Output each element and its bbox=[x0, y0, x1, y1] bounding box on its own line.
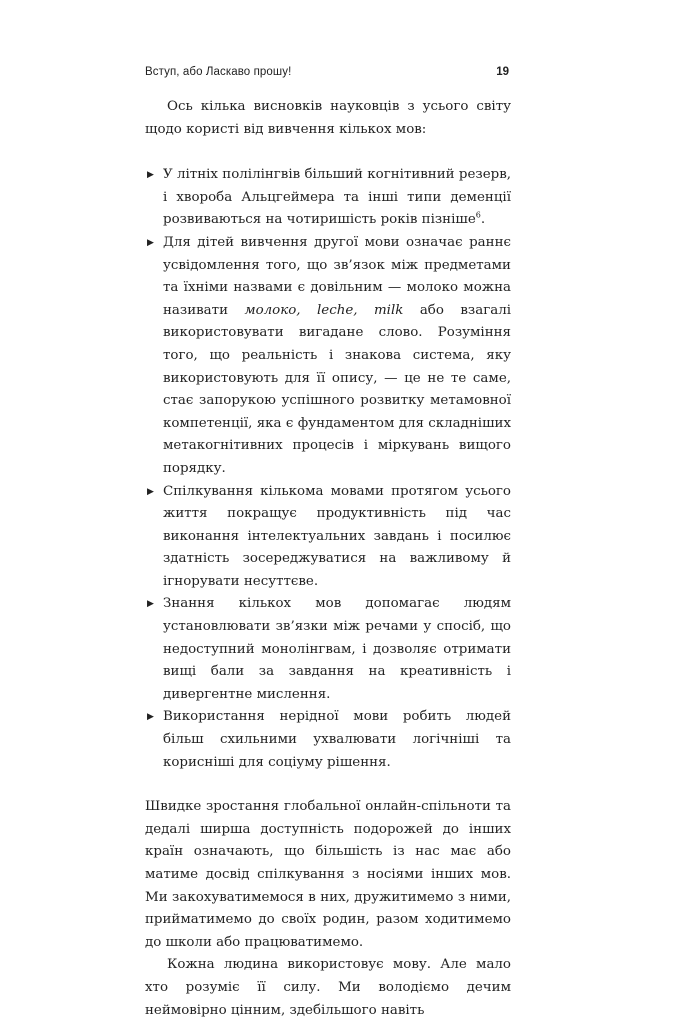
list-item bbox=[145, 593, 511, 706]
triangle-bullet-icon: ▶ bbox=[147, 599, 154, 610]
findings-list bbox=[145, 164, 511, 774]
page-number: 19 bbox=[496, 66, 509, 78]
triangle-bullet-icon: ▶ bbox=[147, 486, 154, 497]
triangle-bullet-icon: ▶ bbox=[147, 170, 154, 181]
closing-text bbox=[145, 796, 511, 1022]
list-item bbox=[145, 164, 511, 232]
chapter-title: Вступ, або Ласкаво прошу! bbox=[145, 66, 292, 78]
list-item bbox=[145, 706, 511, 774]
italic-examples: молоко, leche, milk bbox=[244, 302, 404, 318]
triangle-bullet-icon: ▶ bbox=[147, 237, 154, 248]
page-body bbox=[145, 96, 511, 1022]
list-item bbox=[145, 481, 511, 594]
paragraph: Швидке зростання глобальної онлайн-спільноти та дедалі ширша доступність подорожей до інших країн означають, що більшість із нас має або матиме досвід спілкування з носіями інших мов. Ми закохуватимемося в них, дружитимемо з ними, прийматимемо до своїх родин, разом ходитимемо до школи або працюватимемо. bbox=[145, 799, 511, 950]
running-header bbox=[145, 66, 509, 82]
list-item-text: Використання нерідної мови робить людей більш схильними ухвалювати логічніші та корисніші для соціуму рішення. bbox=[163, 709, 511, 770]
list-item-text: У літніх полілінгвів більший когнітивний резерв, і хвороба Альцгеймера та інші типи деменції розвиваються на чотиришість років пізніше$^6$. bbox=[163, 167, 511, 228]
paragraph: Кожна людина використовує мову. Але мало хто розуміє її силу. Ми володіємо дечим неймовірно цінним, здебільшого навіть bbox=[145, 957, 511, 1018]
list-item-text: Спілкування кількома мовами протягом усього життя покращує продуктивність під час виконання інтелектуальних завдань і посилює здатність зосереджуватися на важливому й ігнорувати несуттєве. bbox=[163, 483, 511, 589]
list-item-text: Знання кількох мов допомагає людям установлювати зв’язки між речами у спосіб, що недоступний монолінгвам, і дозволяє отримати вищі бали за завдання на креативність і дивергентне мислення. bbox=[163, 596, 511, 702]
list-item-text: Для дітей вивчення другої мови означає раннє усвідомлення того, що зв’язок між предметами та їхніми назвами є довільним — молоко можна називати молоко, leche, milk або взагалі використовувати вигадане слово. Розуміння того, що реальність і знакова система, яку використовують для її опису, — це не те саме, стає запорукою успішного розвитку метамовної компетенції, яка є фундаментом для складніших метакогнітивних процесів і міркувань вищого порядку. bbox=[163, 234, 512, 476]
intro-paragraph: Ось кілька висновків науковців з усього світу щодо користі від вивчення кількох мов: bbox=[145, 99, 511, 137]
footnote-ref[interactable]: 6 bbox=[475, 210, 481, 220]
list-item bbox=[145, 232, 511, 481]
triangle-bullet-icon: ▶ bbox=[147, 712, 154, 723]
